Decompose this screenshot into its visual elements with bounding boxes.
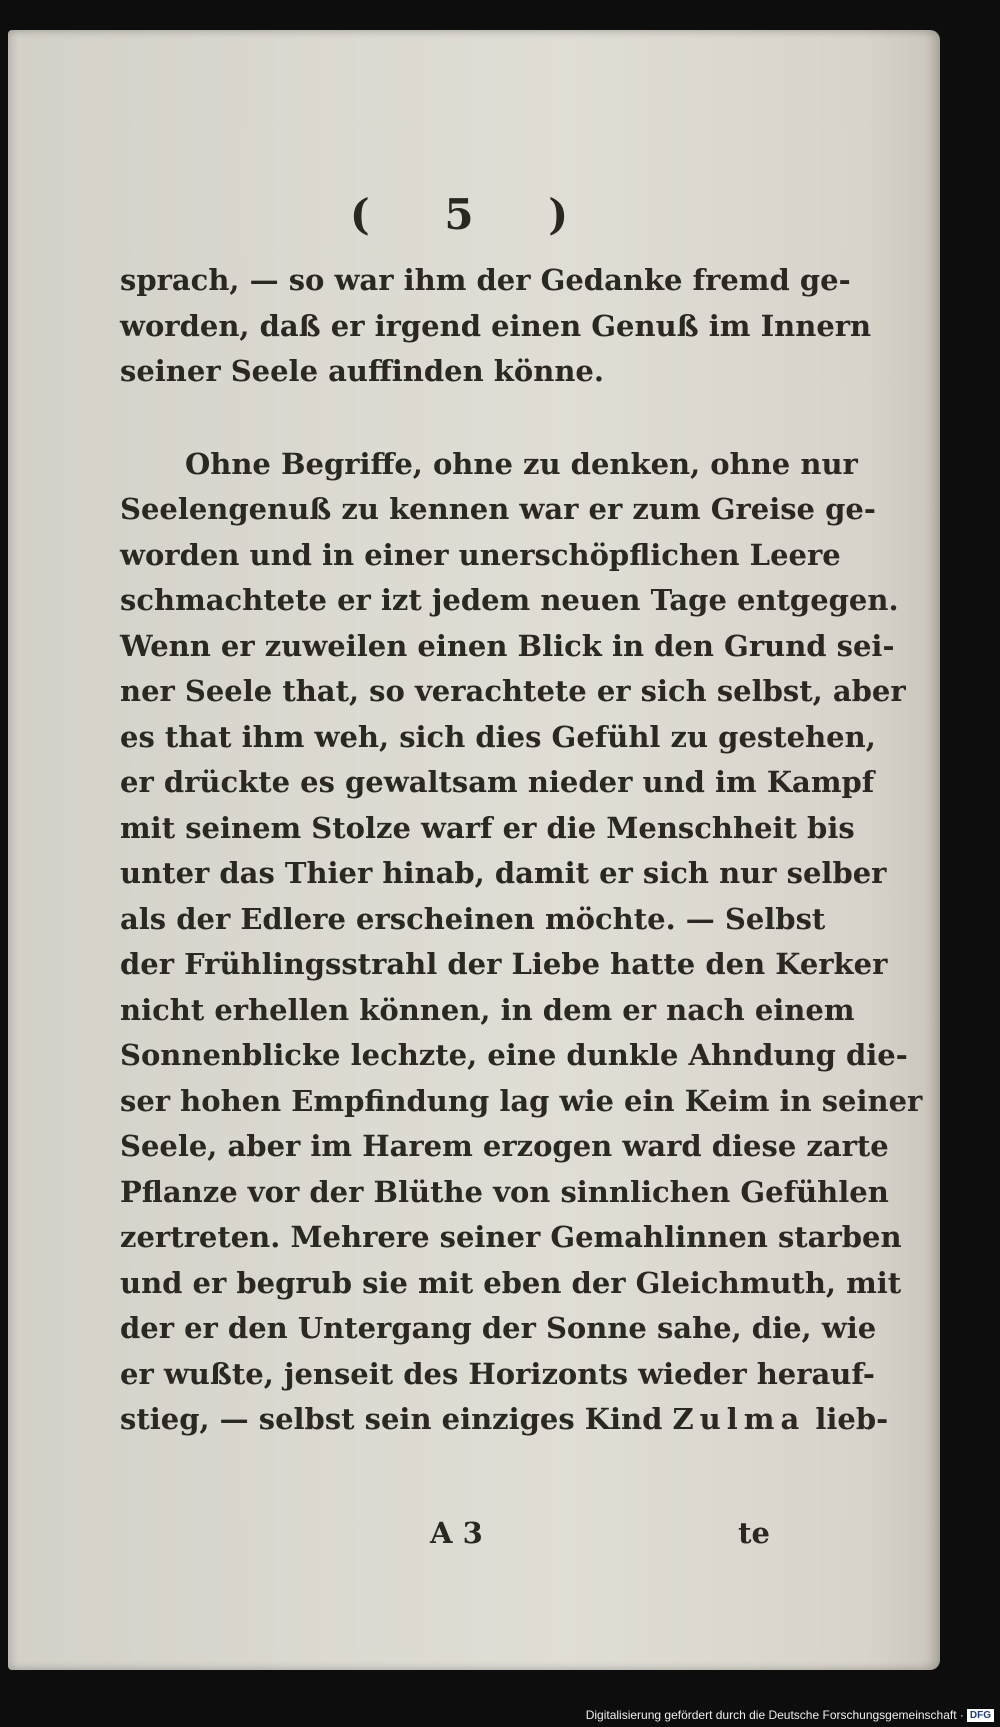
text-line: der Frühlingsstrahl der Liebe hatte den Kerker (120, 947, 888, 981)
text-line: nicht erhellen können, in dem er nach einem (120, 992, 855, 1027)
text-line: als der Edlere erscheinen möchte. — Selbst (120, 901, 826, 936)
text-line: Pflanze vor der Blüthe von sinnlichen Gefühlen (120, 1174, 889, 1209)
text-line: Sonnenblicke lechzte, eine dunkle Ahndung die- (120, 1038, 908, 1072)
page-number: ( 5 ) (349, 190, 599, 239)
text-line: worden und in einer unerschöpflichen Leere (120, 537, 841, 572)
body-text (120, 258, 923, 1443)
text-line: mit seinem Stolze warf er die Menschheit bis (120, 810, 855, 845)
text-line-start: stieg, — selbst sein einziges Kind (120, 1402, 663, 1436)
credit-text: Digitalisierung gefördert durch die Deutsche Forschungsgemeinschaft · (585, 1707, 964, 1722)
text-line: der er den Untergang der Sonne sahe, die, wie (120, 1311, 877, 1345)
text-line: unter das Thier hinab, damit er sich nur selber (120, 856, 887, 890)
text-line: Wenn er zuweilen einen Blick in den Grund sei- (120, 628, 895, 663)
text-line: ner Seele that, so verachtete er sich selbst, aber (120, 674, 906, 708)
signature-mark: A 3 (430, 1516, 483, 1550)
page-footer (120, 1516, 770, 1560)
text-line: seiner Seele auffinden könne. (120, 354, 604, 388)
text-line: sprach, — so war ihm der Gedanke fremd ge- (120, 263, 851, 297)
digitization-credit (586, 1708, 994, 1722)
text-line: Seelengenuß zu kennen war er zum Greise ge- (120, 492, 876, 526)
name-zulma: Zulma (672, 1402, 806, 1436)
catchword: te (738, 1516, 770, 1550)
text-line: Ohne Begriffe, ohne zu denken, ohne nur (185, 446, 858, 481)
text-line: und er begrub sie mit eben der Gleichmuth, mit (120, 1265, 902, 1300)
paragraph-gap (120, 395, 810, 442)
text-line: schmachtete er izt jedem neuen Tage entgegen. (120, 583, 899, 617)
text-line: Seele, aber im Harem erzogen ward diese zarte (120, 1129, 889, 1163)
book-page (8, 30, 940, 1670)
text-line: zertreten. Mehrere seiner Gemahlinnen starben (120, 1220, 902, 1254)
text-line-last (120, 1397, 889, 1443)
text-line: ser hohen Empfindung lag wie ein Keim in seiner (120, 1083, 923, 1118)
text-line: er wußte, jenseit des Horizonts wieder herauf- (120, 1356, 875, 1391)
text-line-end: lieb- (815, 1402, 889, 1436)
text-line: worden, daß er irgend einen Genuß im Innern (120, 308, 872, 343)
text-line: er drückte es gewaltsam nieder und im Kampf (120, 765, 875, 799)
dfg-logo: DFG (967, 1709, 994, 1722)
text-line: es that ihm weh, sich dies Gefühl zu gestehen, (120, 719, 876, 754)
